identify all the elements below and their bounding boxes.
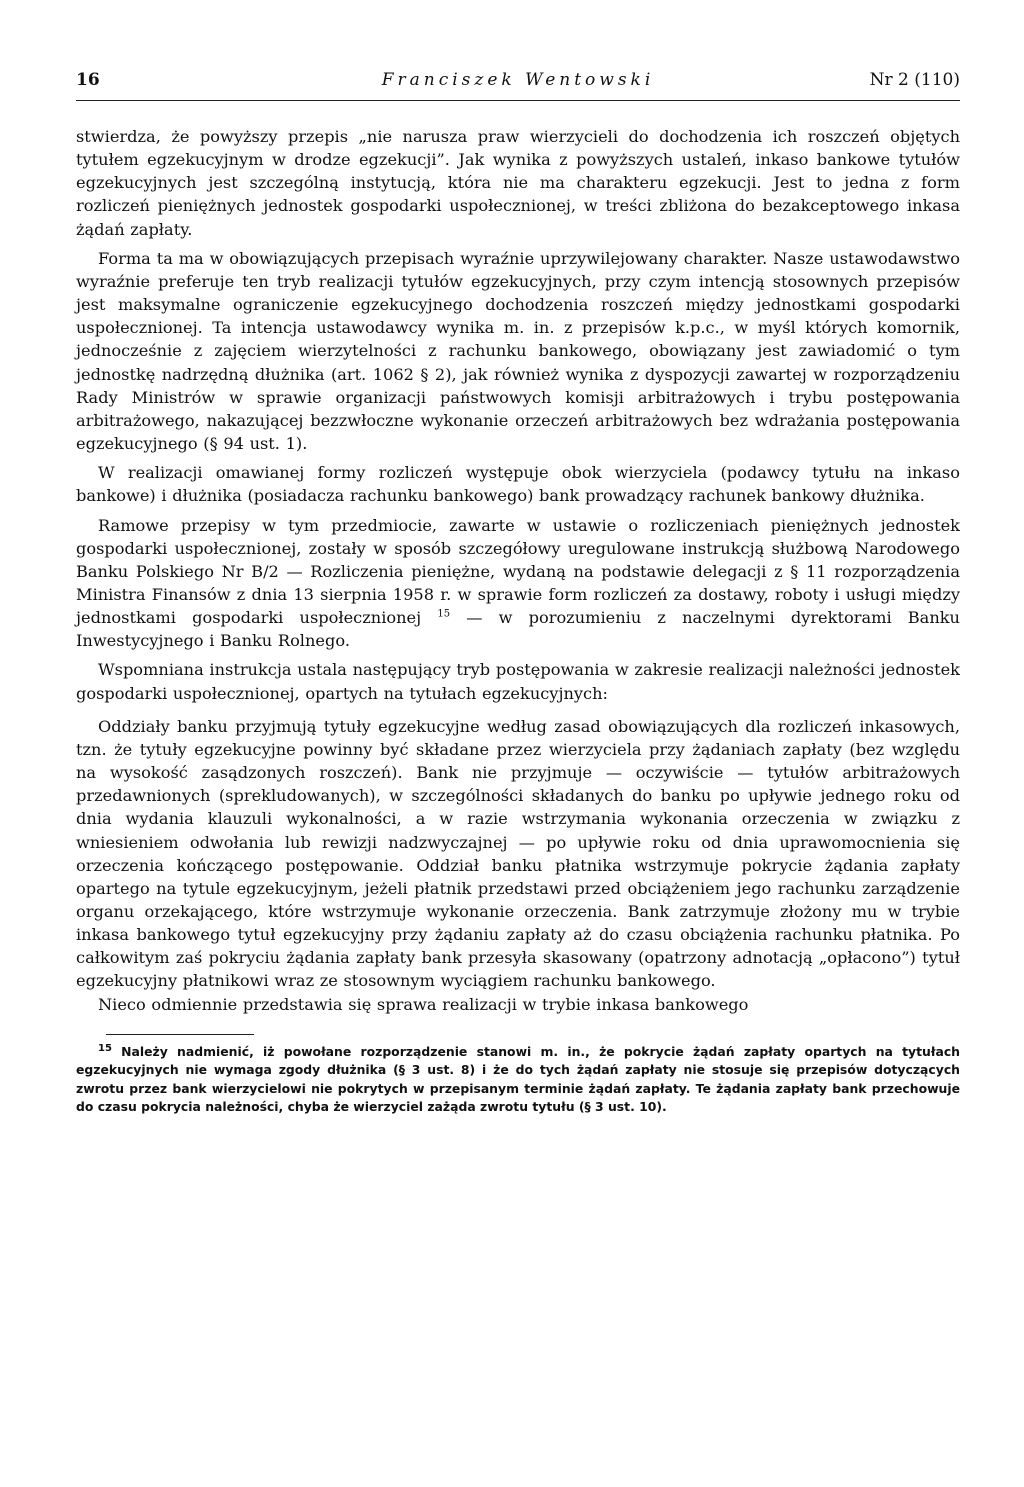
paragraph-text-tail: — w porozumieniu z naczelnymi dyrektorami Banku Inwestycyjnego i Banku Rolnego. xyxy=(76,608,960,651)
footnotes xyxy=(76,1043,960,1117)
paragraph xyxy=(76,514,960,653)
footnote-marker: 15 xyxy=(98,1042,112,1054)
document-page xyxy=(76,70,960,1117)
issue-number: Nr 2 (110) xyxy=(869,70,960,90)
header-rule xyxy=(76,100,960,101)
paragraph: W realizacji omawianej formy rozliczeń występuje obok wierzyciela (podawcy tytułu na inkaso bankowe) i dłużnika (posiadacza rachunku bankowego) bank prowadzący rachunek bankowy dłużnika. xyxy=(76,463,960,506)
paragraph: stwierdza, że powyższy przepis „nie narusza praw wierzycieli do dochodzenia ich roszczeń objętych tytułem egzekucyjnym w drodze egzekucji”. Jak wynika z powyższych ustaleń, inkaso bankowe tytułów egzekucyjnych jest szczególną instytucją, która nie ma charakteru egzekucji. Jest to jedna z form rozliczeń pieniężnych jednostek gospodarki uspołecznionej, w treści zbliżona do bezakceptowego inkasa żądań zapłaty. xyxy=(76,127,960,239)
footnote-reference: 15 xyxy=(437,608,451,620)
paragraph: Nieco odmiennie przedstawia się sprawa realizacji w trybie inkasa bankowego xyxy=(98,994,749,1014)
footnote xyxy=(76,1043,960,1117)
paragraph: Oddziały banku przyjmują tytuły egzekucyjne według zasad obowiązujących dla rozliczeń inkasowych, tzn. że tytuły egzekucyjne powinny być składane przez wierzyciela przy żądaniach zapłaty (bez względu na wysokość zasądzonych roszczeń). Bank nie przyjmuje — oczywiście — tytułów arbitrażowych przedawnionych (sprekludowanych), w szczególności składanych do banku po upływie jednego roku od dnia wydania klauzuli wykonalności, a w razie wstrzymania wykonania orzeczenia w związku z wniesieniem odwołania lub rewizji nadzwyczajnej — po upływie roku od dnia uprawomocnienia się orzeczenia kończącego postępowanie. Oddział banku płatnika wstrzymuje pokrycie żądania zapłaty opartego na tytule egzekucyjnym, jeżeli płatnik przedstawi przed obciążeniem jego rachunku zarządzenie organu orzekającego, które wstrzymuje wykonanie orzeczenia. Bank zatrzymuje złożony mu w trybie inkasa bankowego tytuł egzekucyjny przy żądaniu zapłaty aż do czasu obciążenia rachunku płatnika. Po całkowitym zaś pokryciu żądania zapłaty bank przesyła skasowany (opatrzony adnotacją „opłacono”) tytuł egzekucyjny płatnikowi wraz ze stosownym wyciągiem rachunku bankowego. xyxy=(76,716,960,991)
paragraph: Forma ta ma w obowiązujących przepisach wyraźnie uprzywilejowany charakter. Nasze ustawodawstwo wyraźnie preferuje ten tryb realizacji tytułów egzekucyjnych, przy czym intencją stosownych przepisów jest maksymalne ograniczenie egzekucyjnego dochodzenia roszczeń między jednostkami gospodarki uspołecznionej. Ta intencja ustawodawcy wynika m. in. z przepisów k.p.c., w myśl których komornik, jednocześnie z zajęciem wierzytelności z rachunku bankowego, obowiązany jest zawiadomić o tym jednostkę nadrzędną dłużnika (art. 1062 § 2), jak również wynika z dyspozycji zawartej w rozporządzeniu Rady Ministrów w sprawie organizacji państwowych komisji arbitrażowych i trybu postępowania arbitrażowego, nakazującej bezzwłoczne wykonanie orzeczeń arbitrażowych bez wdrażania postępowania egzekucyjnego (§ 94 ust. 1). xyxy=(76,248,960,454)
page-number: 16 xyxy=(76,70,100,90)
running-header xyxy=(76,70,960,100)
footnote-text: Należy nadmienić, iż powołane rozporządzenie stanowi m. in., że pokrycie żądań zapłaty opartych na tytułach egzekucyjnych nie wymaga zgody dłużnika (§ 3 ust. 8) i że do tych żądań zapłaty nie stosuje się przepisów dotyczących zwrotu przez bank wierzycielowi nie pokrytych w przepisanym terminie żądań zapłaty. Te żądania zapłaty bank przechowuje do czasu pokrycia należności, chyba że wierzyciel zażąda zwrotu tytułu (§ 3 ust. 10). xyxy=(76,1043,960,1115)
footnote-rule xyxy=(106,1034,254,1035)
running-title: Franciszek Wentowski xyxy=(381,70,655,90)
body-text xyxy=(76,125,960,1016)
paragraph: Wspomniana instrukcja ustala następujący tryb postępowania w zakresie realizacji należności jednostek gospodarki uspołecznionej, opartych na tytułach egzekucyjnych: xyxy=(76,660,960,703)
paragraph-text: Ramowe przepisy w tym przedmiocie, zawarte w ustawie o rozliczeniach pieniężnych jednostek gospodarki uspołecznionej, zostały w sposób szczegółowy uregulowane instrukcją służbową Narodowego Banku Polskiego Nr B/2 — Rozliczenia pieniężne, wydaną na podstawie delegacji z § 11 rozporządzenia Ministra Finansów z dnia 13 sierpnia 1958 r. w sprawie form rozliczeń za dostawy, roboty i usługi między jednostkami gospodarki uspołecznionej xyxy=(76,515,960,628)
